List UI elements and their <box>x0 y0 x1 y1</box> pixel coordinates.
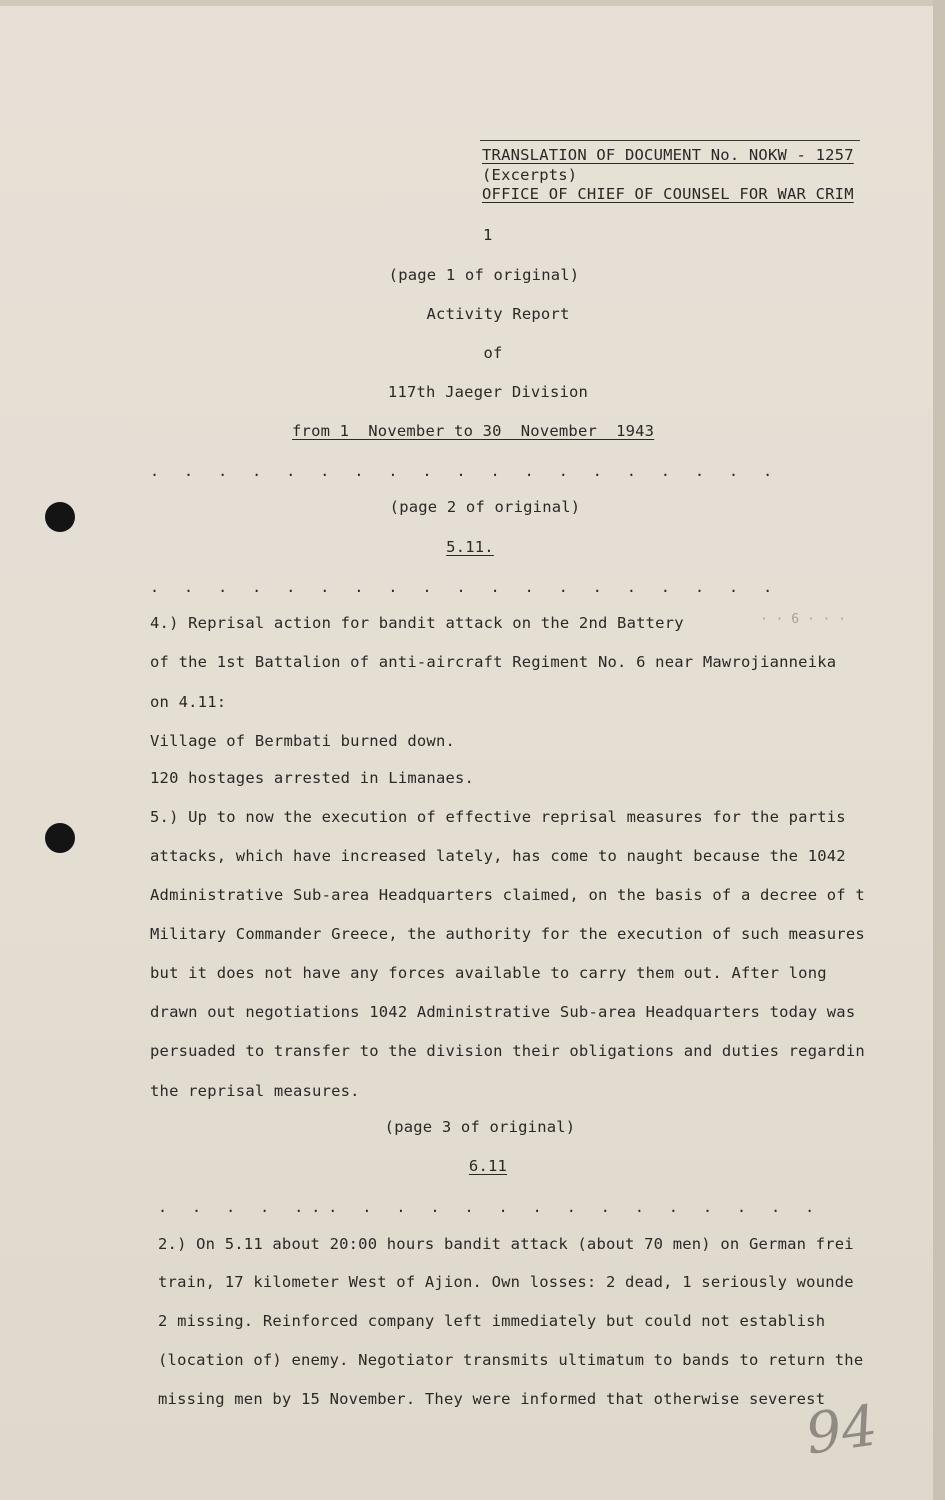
report-period: from 1 November to 30 November 1943 <box>292 422 655 440</box>
page-number: 1 <box>483 226 493 244</box>
paragraph-line: but it does not have any forces available to carry them out. After long <box>150 964 827 982</box>
paragraph-line: persuaded to transfer to the division their obligations and duties regardin <box>150 1042 865 1060</box>
handwritten-folio-number: 94 <box>801 1393 882 1468</box>
paragraph-line: drawn out negotiations 1042 Administrative Sub-area Headquarters today was <box>150 1003 856 1021</box>
original-page-3: (page 3 of original) <box>384 1118 576 1136</box>
paragraph-line: train, 17 kilometer West of Ajion. Own losses: 2 dead, 1 seriously wounde <box>158 1273 854 1291</box>
paragraph-line: Administrative Sub-area Headquarters claimed, on the basis of a decree of t <box>150 886 865 904</box>
header-office: OFFICE OF CHIEF OF COUNSEL FOR WAR CRIM <box>482 185 854 203</box>
paragraph-line: Military Commander Greece, the authority for the execution of such measures <box>150 925 865 943</box>
paragraph-line: (location of) enemy. Negotiator transmits ultimatum to bands to return the <box>158 1351 864 1369</box>
original-page-2: (page 2 of original) <box>389 498 581 516</box>
faint-mark: · · 6 · · · <box>760 612 847 627</box>
paragraph-line: 2 missing. Reinforced company left immediately but could not establish <box>158 1312 826 1330</box>
report-unit: 117th Jaeger Division <box>387 383 589 401</box>
report-of: of <box>483 344 503 362</box>
page-right-edge <box>933 0 945 1500</box>
header-rule <box>480 140 860 141</box>
ellipsis-divider: . . . . . . . . . . . . . . . . . . . <box>150 578 781 596</box>
paragraph-line: 5.) Up to now the execution of effective reprisal measures for the partis <box>150 808 846 826</box>
section-date-6-11: 6.11 <box>468 1157 508 1175</box>
paragraph-line: 4.) Reprisal action for bandit attack on the 2nd Battery <box>150 614 684 632</box>
paragraph-line: of the 1st Battalion of anti-aircraft Regiment No. 6 near Mawrojianneika <box>150 653 837 671</box>
paragraph-line: 120 hostages arrested in Limanaes. <box>150 769 475 787</box>
punch-hole <box>45 502 75 532</box>
paragraph-line: missing men by 15 November. They were informed that otherwise severest <box>158 1390 826 1408</box>
paragraph-line: Village of Bermbati burned down. <box>150 732 456 750</box>
original-page-1: (page 1 of original) <box>388 266 580 284</box>
header-excerpts: (Excerpts) <box>482 166 578 184</box>
header-title: TRANSLATION OF DOCUMENT No. NOKW - 1257 <box>482 146 854 164</box>
section-date-5-11: 5.11. <box>446 538 494 556</box>
paragraph-line: the reprisal measures. <box>150 1082 360 1100</box>
report-title: Activity Report <box>426 305 570 323</box>
paragraph-line: 2.) On 5.11 about 20:00 hours bandit attack (about 70 men) on German frei <box>158 1235 854 1253</box>
paragraph-line: attacks, which have increased lately, has come to naught because the 1042 <box>150 847 846 865</box>
page-top-edge <box>0 0 945 6</box>
punch-hole <box>45 823 75 853</box>
paragraph-line: on 4.11: <box>150 693 227 711</box>
ellipsis-divider: . . . . . . . . . . . . . . . . . . . <box>150 462 781 480</box>
ellipsis-divider: . . . . ... . . . . . . . . . . . . . . <box>158 1198 823 1216</box>
